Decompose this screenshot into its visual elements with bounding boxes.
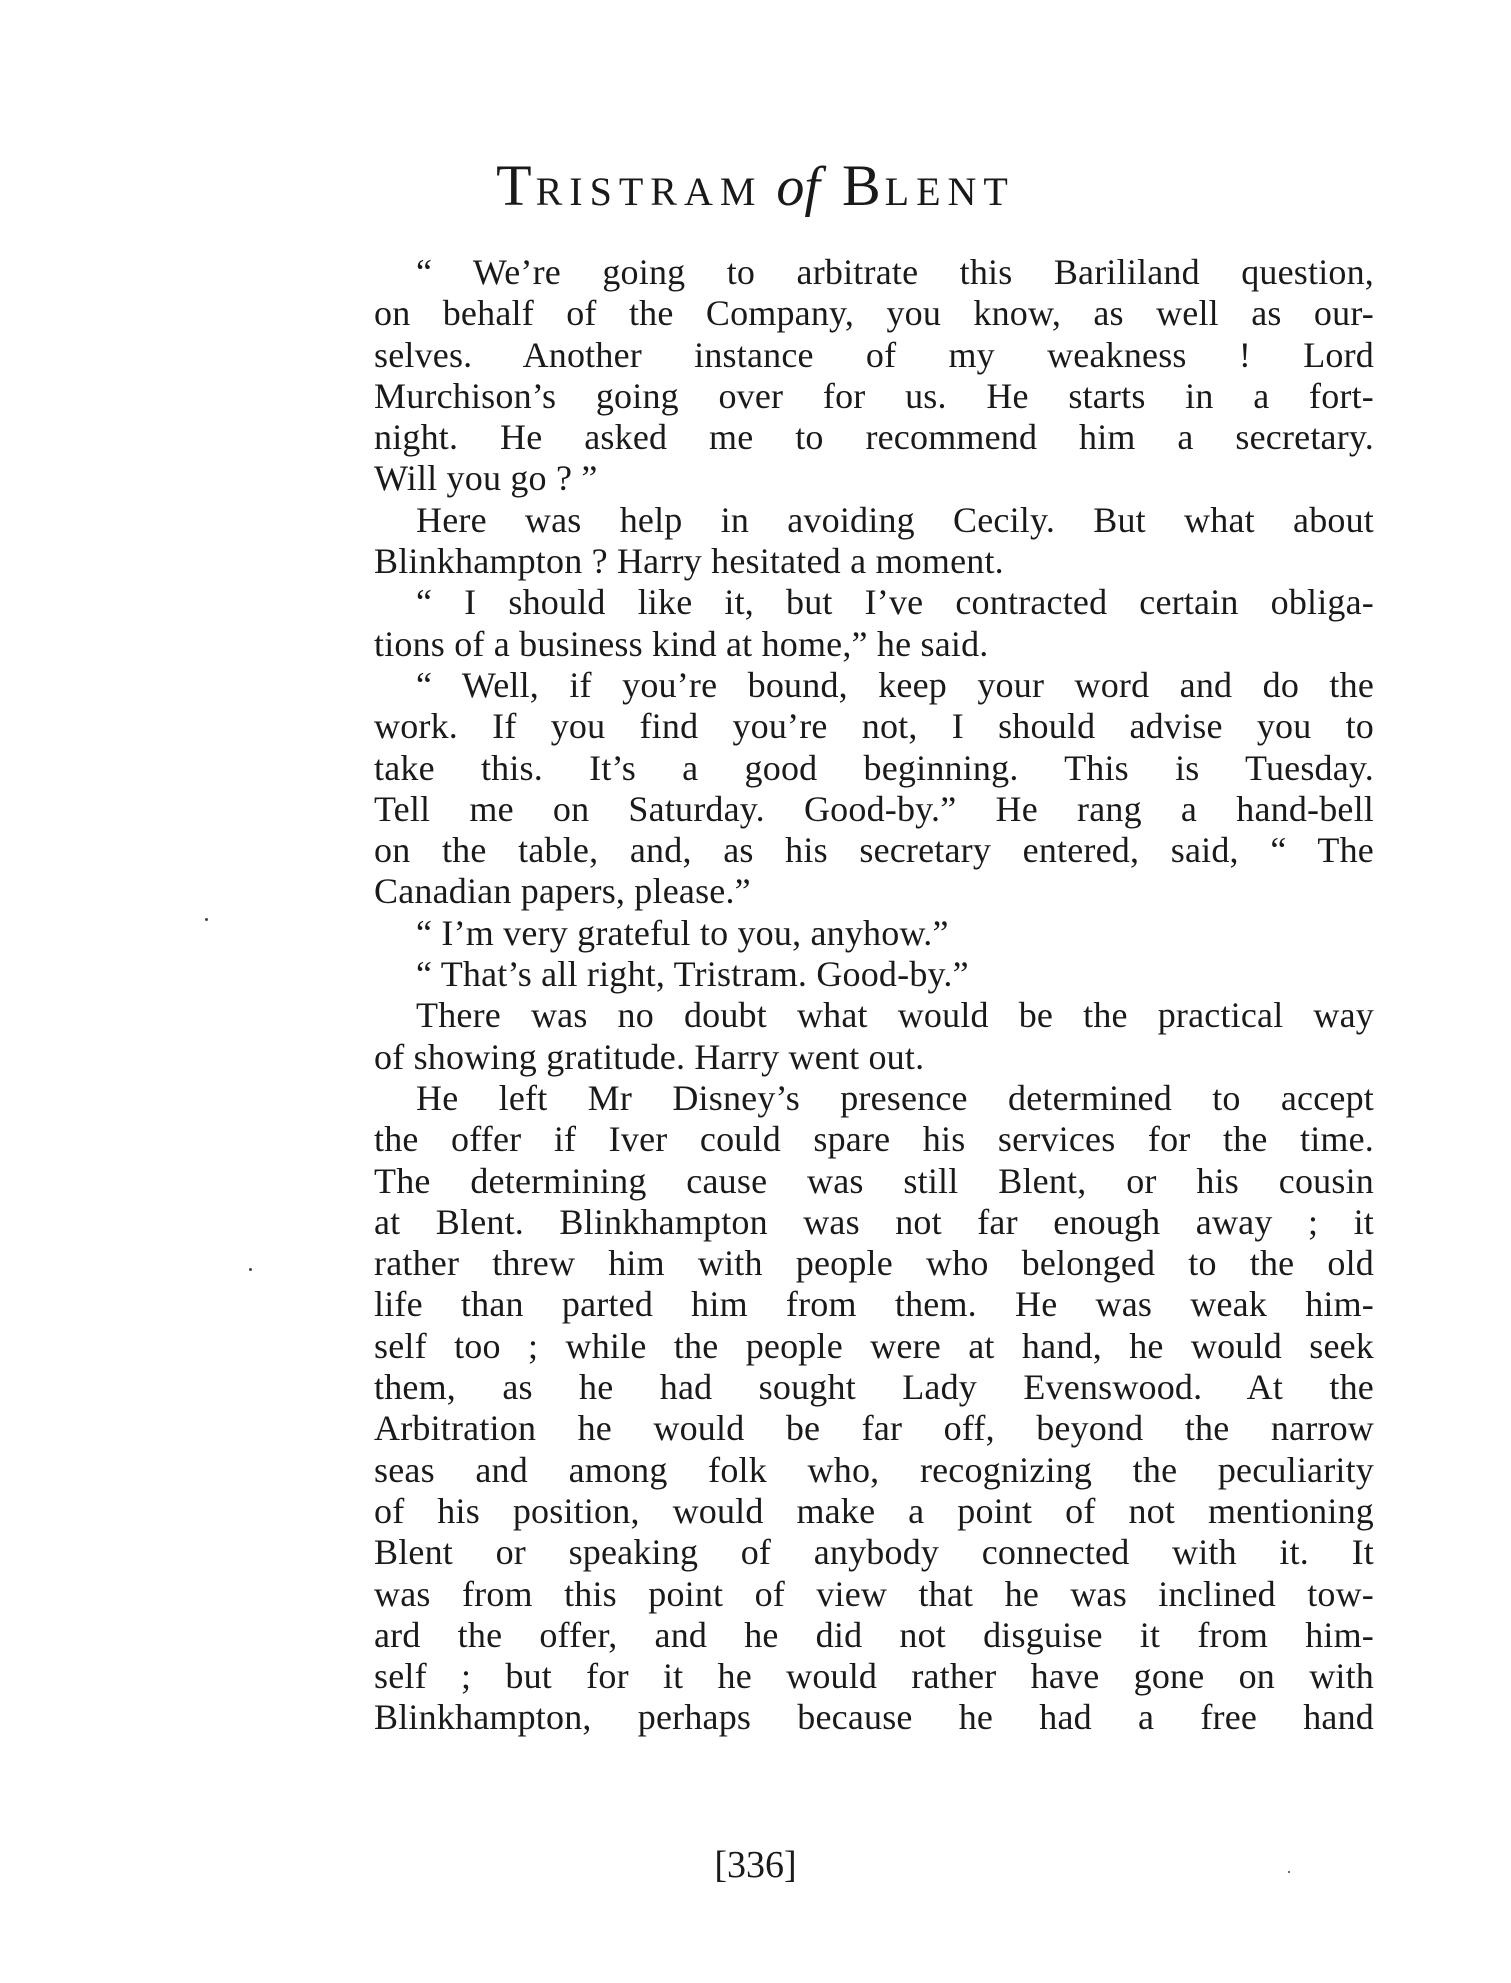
- running-head: [0, 153, 1511, 222]
- text-line: was from this point of view that he was inclined tow-: [374, 1573, 1374, 1614]
- scan-speck: [205, 918, 208, 921]
- text-line: Here was help in avoiding Cecily. But what about: [416, 499, 1374, 540]
- text-line: tions of a business kind at home,” he said.: [374, 623, 989, 664]
- scan-speck: [249, 1268, 252, 1271]
- text-line: life than parted him from them. He was weak him-: [374, 1284, 1374, 1325]
- running-head-word-2: LENT: [884, 169, 1015, 214]
- text-line: ard the offer, and he did not disguise it from him-: [374, 1614, 1374, 1655]
- text-line: self too ; while the people were at hand, he would seek: [374, 1325, 1374, 1366]
- text-line: selves. Another instance of my weakness ! Lord: [374, 334, 1374, 375]
- text-line: Will you go ? ”: [374, 458, 598, 499]
- text-line: Canadian papers, please.”: [374, 871, 751, 912]
- text-line: Arbitration he would be far off, beyond the narrow: [374, 1408, 1374, 1449]
- text-line: Tell me on Saturday. Good-by.” He rang a hand-bell: [374, 788, 1374, 829]
- text-line: “ I’m very grateful to you, anyhow.”: [416, 912, 949, 953]
- running-head-initial-1: T: [496, 153, 536, 218]
- text-line: rather threw him with people who belonged to the old: [374, 1243, 1374, 1284]
- text-line: at Blent. Blinkhampton was not far enough away ; it: [374, 1201, 1374, 1242]
- text-line: “ We’re going to arbitrate this Barililand question,: [416, 252, 1374, 292]
- text-line: the offer if Iver could spare his services for the time.: [374, 1119, 1374, 1160]
- text-line: on behalf of the Company, you know, as well as our-: [374, 293, 1374, 334]
- text-line: “ I should like it, but I’ve contracted certain obliga-: [416, 582, 1374, 623]
- running-head-initial-2: B: [841, 153, 885, 218]
- running-head-word-1: RISTRAM: [535, 169, 763, 214]
- text-line: seas and among folk who, recognizing the peculiarity: [374, 1449, 1374, 1490]
- text-line: self ; but for it he would rather have gone on with: [374, 1656, 1374, 1697]
- text-line: night. He asked me to recommend him a secretary.: [374, 417, 1374, 458]
- text-line: them, as he had sought Lady Evenswood. At the: [374, 1367, 1374, 1408]
- text-line: There was no doubt what would be the practical way: [416, 995, 1374, 1036]
- text-line: Blent or speaking of anybody connected with it. It: [374, 1532, 1374, 1573]
- text-line: of showing gratitude. Harry went out.: [374, 1036, 925, 1077]
- text-line: Blinkhampton, perhaps because he had a free hand: [374, 1697, 1374, 1738]
- page-number: [336]: [714, 1844, 797, 1886]
- text-line: on the table, and, as his secretary entered, said, “ The: [374, 830, 1374, 871]
- text-line: of his position, would make a point of not mentioning: [374, 1490, 1374, 1531]
- body-text: [374, 252, 1374, 1739]
- running-head-connector: of: [776, 156, 820, 218]
- scan-speck: [1288, 1871, 1290, 1873]
- text-line: Murchison’s going over for us. He starts in a fort-: [374, 375, 1374, 416]
- text-line: “ Well, if you’re bound, keep your word and do the: [416, 664, 1374, 705]
- text-line: work. If you find you’re not, I should advise you to: [374, 706, 1374, 747]
- text-line: take this. It’s a good beginning. This is Tuesday.: [374, 747, 1374, 788]
- text-line: He left Mr Disney’s presence determined to accept: [416, 1077, 1374, 1118]
- text-line: “ That’s all right, Tristram. Good-by.”: [416, 954, 969, 995]
- text-line: Blinkhampton ? Harry hesitated a moment.: [374, 541, 1004, 582]
- text-line: The determining cause was still Blent, or his cousin: [374, 1160, 1374, 1201]
